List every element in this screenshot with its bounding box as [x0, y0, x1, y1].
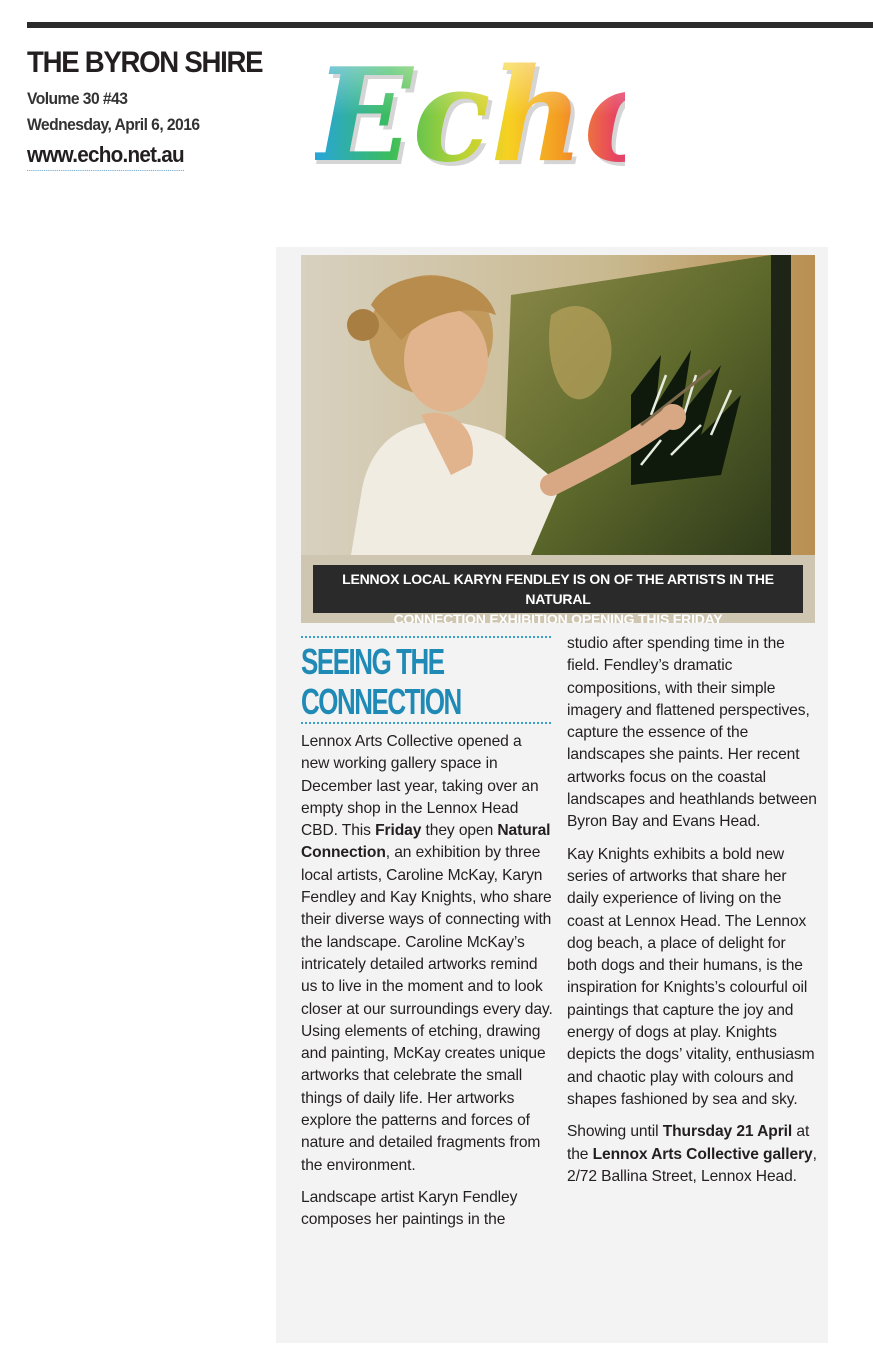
masthead-title: THE BYRON SHIRE [27, 46, 263, 79]
article-column-left [301, 731, 553, 1242]
headline-line-2: CONNECTION [301, 681, 461, 722]
article-photo [301, 255, 815, 623]
p1-bold-exhibition: Natural Connection [301, 822, 551, 862]
photo-caption-line-1: LENNOX LOCAL KARYN FENDLEY IS ON OF THE ARTISTS IN THE NATURAL [342, 571, 774, 607]
top-rule [27, 22, 873, 28]
paragraph-3: Kay Knights exhibits a bold new series of artworks that share her daily experience of living on the coast at Lennox Head. The Lennox dog beach, a place of delight for both dogs and their humans, is the inspiration for Knights’s colourful oil paintings that capture the joy and energy of dogs at play. Knights depicts the dogs’ vitality, enthusiasm and chaotic play with colours and shapes fashioned by sea and sky. [567, 845, 815, 1108]
p4-text-a: Showing until [567, 1123, 663, 1141]
headline-line-1: SEEING THE [301, 641, 444, 682]
p4-text-c: at the [567, 1123, 810, 1163]
echo-logo [315, 40, 625, 180]
paragraph-4 [567, 1121, 819, 1188]
paragraph-2-start: Landscape artist Karyn Fendley composes her paintings in the [301, 1188, 518, 1229]
p1-text-a: Lennox Arts Collective opened a new working gallery space in December last year, taking over an empty shop in the Lennox Head CBD. This [301, 733, 539, 840]
photo-caption [313, 565, 803, 623]
p1-bold-friday: Friday [375, 822, 422, 840]
echo-logo-text: Ech [315, 41, 584, 180]
echo-logo-shadow: Ech [319, 45, 588, 180]
echo-logo-shine: Ech [315, 41, 584, 180]
paragraph-1 [301, 731, 553, 1177]
p4-bold-date: Thursday 21 April [662, 1123, 793, 1141]
article-headline [301, 636, 551, 724]
paragraph-2-continued: studio after spending time in the field. Fendley’s dramatic compositions, with their simple imagery and flattened perspectives, capture the essence of the landscapes she paints. Her recent artworks focus on the coastal landscapes and heathlands between Byron Bay and Evans Head. [567, 635, 817, 831]
p1-text-c: they open [421, 822, 498, 840]
masthead-date: Wednesday, April 6, 2016 [27, 115, 200, 134]
p1-text-e: , an exhibition by three local artists, Caroline McKay, Karyn Fendley and Kay Knights, who share their diverse ways of connecting with the landscape. Caroline McKay’s intricately detailed artworks remind us to live in the moment and to look closer at our surroundings every day. Using elements of etching, drawing and painting, McKay creates unique artworks that celebrate the small things of daily life. Her artworks explore the patterns and forces of nature and detailed fragments from the environment. [301, 844, 553, 1174]
photo-caption-line-2: CONNECTION EXHIBITION OPENING THIS FRIDAY [393, 611, 723, 623]
masthead-volume: Volume 30 #43 [27, 89, 128, 108]
article-column-right [567, 633, 819, 1198]
masthead [27, 44, 267, 171]
masthead-url[interactable]: www.echo.net.au [27, 140, 184, 171]
p4-bold-venue: Lennox Arts Collective gallery [592, 1145, 813, 1163]
p4-text-e: , 2/72 Ballina Street, Lennox Head. [567, 1145, 817, 1185]
